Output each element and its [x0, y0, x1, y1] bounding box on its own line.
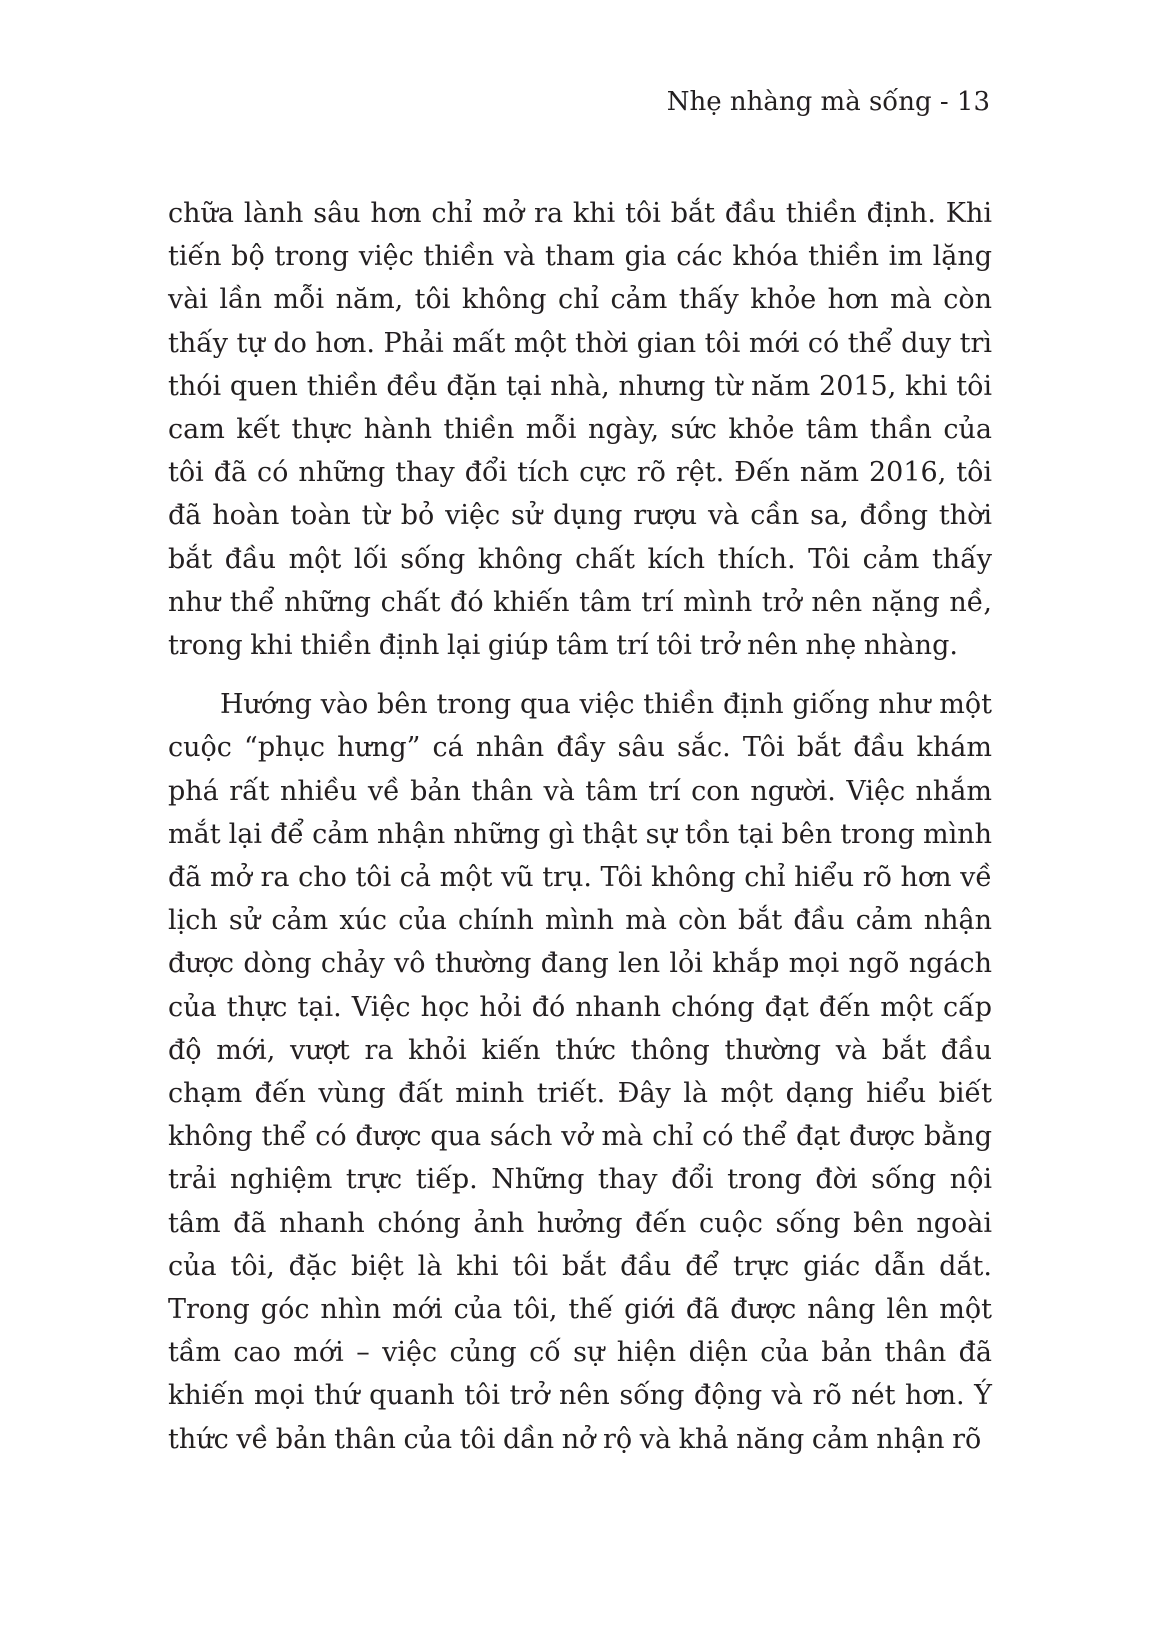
paragraph-2: Hướng vào bên trong qua việc thiền định giống như một cuộc “phục hưng” cá nhân đầy sâu sắc. Tôi bắt đầu khám phá rất nhiều về bản thân và tâm trí con người. Việc nhắm mắt lại để cảm nhận những gì thật sự tồn tại bên trong mình đã mở ra cho tôi cả một vũ trụ. Tôi không chỉ hiểu rõ hơn về lịch sử cảm xúc của chính mình mà còn bắt đầu cảm nhận được dòng chảy vô thường đang len lỏi khắp mọi ngõ ngách của thực tại. Việc học hỏi đó nhanh chóng đạt đến một cấp độ mới, vượt ra khỏi kiến thức thông thường và bắt đầu chạm đến vùng đất minh triết. Đây là một dạng hiểu biết không thể có được qua sách vở mà chỉ có thể đạt được bằng trải nghiệm trực tiếp. Những thay đổi trong đời sống nội tâm đã nhanh chóng ảnh hưởng đến cuộc sống bên ngoài của tôi, đặc biệt là khi tôi bắt đầu để trực giác dẫn dắt. Trong góc nhìn mới của tôi, thế giới đã được nâng lên một tầm cao mới – việc củng cố sự hiện diện của bản thân đã khiến mọi thứ quanh tôi trở nên sống động và rõ nét hơn. Ý thức về bản thân của tôi dần nở rộ và khả năng cảm nhận rõ	[168, 689, 992, 1455]
paragraph-1: chữa lành sâu hơn chỉ mở ra khi tôi bắt đầu thiền định. Khi tiến bộ trong việc thiền và tham gia các khóa thiền im lặng vài lần mỗi năm, tôi không chỉ cảm thấy khỏe hơn mà còn thấy tự do hơn. Phải mất một thời gian tôi mới có thể duy trì thói quen thiền đều đặn tại nhà, nhưng từ năm 2015, khi tôi cam kết thực hành thiền mỗi ngày, sức khỏe tâm thần của tôi đã có những thay đổi tích cực rõ rệt. Đến năm 2016, tôi đã hoàn toàn từ bỏ việc sử dụng rượu và cần sa, đồng thời bắt đầu một lối sống không chất kích thích. Tôi cảm thấy như thể những chất đó khiến tâm trí mình trở nên nặng nề, trong khi thiền định lại giúp tâm trí tôi trở nên nhẹ nhàng.	[168, 198, 992, 662]
running-header: Nhẹ nhàng mà sống - 13	[666, 87, 990, 117]
body-text	[168, 192, 992, 1461]
